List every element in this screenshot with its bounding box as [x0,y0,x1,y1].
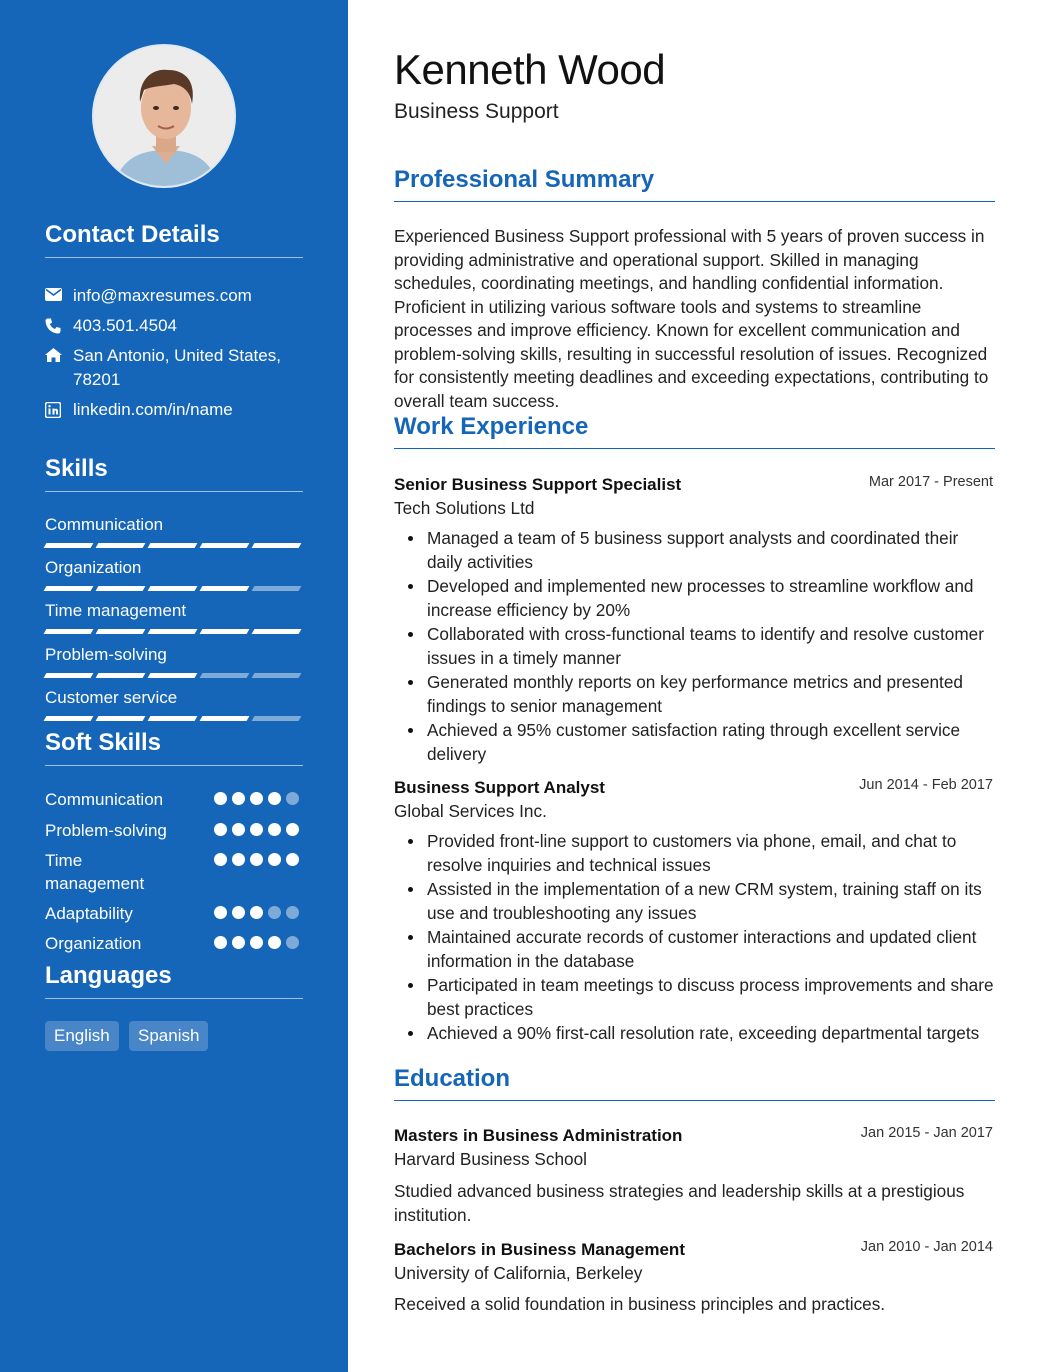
rating-dot [250,853,263,866]
soft-skill-name: Time management [45,851,145,893]
rating-dot [214,936,227,949]
rating-dot [232,792,245,805]
soft-skill-name: Problem-solving [45,821,167,840]
skill-level-segment [252,673,302,678]
rating-dot [268,853,281,866]
address-text [73,344,281,392]
skill-level-segment [44,586,94,591]
skill-level-bar [45,629,303,634]
experience-heading: Work Experience [394,412,995,449]
skills-heading: Skills [45,454,303,492]
rating-dot [286,823,299,836]
education-dates: Jan 2015 - Jan 2017 [860,1125,993,1141]
job-bullets [394,526,998,766]
rating-dot [286,792,299,805]
list-item: Assisted in the implementation of a new CRM system, training staff on its use and troubleshooting any issues [394,877,998,925]
job-bullets [394,829,998,1045]
skill-level-segment [200,629,250,634]
education-heading: Education [394,1064,995,1101]
skill-level-segment [96,716,146,721]
rating-dot [214,792,227,805]
list-item: Participated in team meetings to discuss process improvements and share best practices [394,973,998,1021]
degree-title: Masters in Business Administration [394,1126,683,1145]
list-item: Maintained accurate records of customer interactions and updated client information in the database [394,925,998,973]
soft-skill-rating [214,906,304,919]
education-description: Studied advanced business strategies and leadership skills at a prestigious institution. [394,1181,965,1225]
languages-heading: Languages [45,961,303,999]
soft-skill-name: Organization [45,934,142,953]
rating-dot [250,936,263,949]
job-dates: Jun 2014 - Feb 2017 [859,777,993,793]
sidebar [0,0,348,1372]
skill-level-segment [148,716,198,721]
list-item: Developed and implemented new processes to streamline workflow and increase efficiency by 20% [394,574,998,622]
rating-dot [232,936,245,949]
summary-text: Experienced Business Support professional with 5 years of proven success in providing administrative and operational support. Skilled in managing schedules, coordinating meetings, and handling confidential information. Proficient in utilizing various software tools and systems to streamline processes and improve efficiency. Known for excellent communication and problem-solving skills, resulting in successful resolution of issues. Recognized for consistently meeting deadlines and exceeding expectations, contributing to overall team success. [394,226,989,411]
skill-level-segment [200,673,250,678]
person-title: Business Support [394,100,559,123]
contact-heading: Contact Details [45,220,303,258]
skill-level-segment [148,673,198,678]
skill-level-segment [44,629,94,634]
skill-level-bar [45,716,303,721]
skill-level-segment [252,543,302,548]
home-icon [45,344,73,392]
soft-skill-rating [214,936,304,949]
address-line-1: San Antonio, United States, [73,346,281,365]
person-name: Kenneth Wood [394,46,666,93]
skill-level-segment [200,716,250,721]
job-company: Tech Solutions Ltd [394,498,535,518]
skill-level-segment [200,543,250,548]
rating-dot [268,823,281,836]
skill-level-segment [44,543,94,548]
soft-skill-rating [214,853,304,866]
rating-dot [214,853,227,866]
job-title: Business Support Analyst [394,778,605,797]
list-item: Generated monthly reports on key performance metrics and presented findings to senior management [394,670,998,718]
rating-dot [268,936,281,949]
list-item: Achieved a 95% customer satisfaction rating through excellent service delivery [394,718,998,766]
contact-phone[interactable] [45,314,303,338]
skill-level-segment [44,716,94,721]
job-dates: Mar 2017 - Present [868,474,993,490]
skill-level-segment [96,673,146,678]
rating-dot [250,792,263,805]
skill-level-segment [148,629,198,634]
contact-linkedin[interactable] [45,398,303,422]
rating-dot [286,853,299,866]
address-line-2: 78201 [73,370,121,389]
school-name: Harvard Business School [394,1149,587,1169]
skill-level-segment [44,673,94,678]
rating-dot [232,823,245,836]
email-text: info@maxresumes.com [73,286,252,305]
rating-dot [232,906,245,919]
skill-name: Organization [45,558,142,577]
skill-name: Time management [45,601,187,620]
soft-skill-name: Communication [45,790,164,809]
skill-level-segment [252,586,302,591]
phone-icon [45,314,73,338]
skill-level-segment [252,629,302,634]
profile-photo-illustration [94,46,236,188]
language-tag: English [45,1021,119,1051]
rating-dot [286,936,299,949]
phone-text: 403.501.4504 [73,316,177,335]
rating-dot [268,792,281,805]
list-item: Collaborated with cross-functional teams to identify and resolve customer issues in a timely manner [394,622,998,670]
job-company: Global Services Inc. [394,801,547,821]
contact-email[interactable] [45,284,303,308]
skill-level-segment [96,586,146,591]
rating-dot [232,853,245,866]
skill-level-bar [45,673,303,678]
linkedin-text: linkedin.com/in/name [73,400,233,419]
soft-skill-rating [214,792,304,805]
job-title: Senior Business Support Specialist [394,475,682,494]
list-item: Managed a team of 5 business support analysts and coordinated their daily activities [394,526,998,574]
envelope-icon [45,284,73,308]
skill-level-bar [45,586,303,591]
education-dates: Jan 2010 - Jan 2014 [860,1239,993,1255]
soft-skill-name: Adaptability [45,904,133,923]
soft-skill-rating [214,823,304,836]
language-tag: Spanish [129,1021,208,1051]
profile-photo [92,44,236,188]
school-name: University of California, Berkeley [394,1263,643,1283]
rating-dot [268,906,281,919]
rating-dot [250,823,263,836]
skill-level-segment [148,543,198,548]
skill-level-segment [96,543,146,548]
linkedin-icon [45,398,73,422]
skill-level-segment [96,629,146,634]
skill-level-segment [148,586,198,591]
skill-level-segment [200,586,250,591]
skill-name: Communication [45,515,164,534]
skill-level-bar [45,543,303,548]
degree-title: Bachelors in Business Management [394,1240,685,1259]
rating-dot [214,823,227,836]
rating-dot [286,906,299,919]
education-description: Received a solid foundation in business principles and practices. [394,1294,886,1314]
rating-dot [250,906,263,919]
list-item: Achieved a 90% first-call resolution rate, exceeding departmental targets [394,1021,998,1045]
skill-level-segment [252,716,302,721]
skill-name: Problem-solving [45,645,167,664]
summary-heading: Professional Summary [394,165,995,202]
skill-name: Customer service [45,688,178,707]
soft-skills-heading: Soft Skills [45,728,303,766]
contact-address [45,344,303,392]
rating-dot [214,906,227,919]
list-item: Provided front-line support to customers via phone, email, and chat to resolve inquiries and technical issues [394,829,998,877]
